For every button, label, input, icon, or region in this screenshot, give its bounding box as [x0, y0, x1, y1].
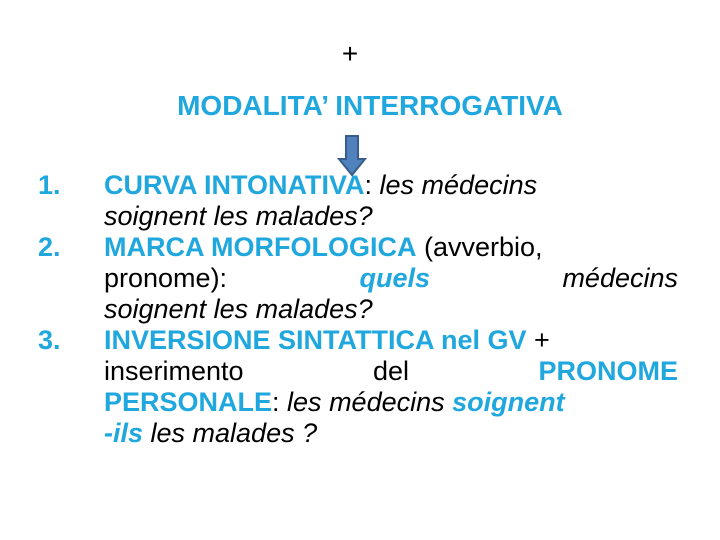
item-word: del: [373, 356, 410, 386]
item-line: [104, 232, 678, 263]
plus-sign: +: [341, 38, 359, 69]
example-text: soignent les malades?: [104, 294, 373, 324]
example-text: les médecins: [287, 387, 445, 417]
item-word: pronome):: [104, 263, 228, 293]
item-word-quels: quels: [359, 263, 431, 293]
item-line: [104, 170, 678, 201]
list-item: [38, 232, 678, 325]
slide-title: MODALITA’ INTERROGATIVA: [177, 90, 563, 121]
item-text: [104, 325, 678, 449]
example-verb: soignent: [452, 387, 565, 417]
item-line: [104, 356, 678, 387]
item-line: [104, 325, 678, 356]
item-text: [104, 232, 678, 325]
item-line: [104, 418, 678, 449]
list-item: [38, 325, 678, 449]
item-text: [104, 170, 678, 232]
example-text: soignent les malades?: [104, 201, 373, 231]
list-item: [38, 170, 678, 232]
example-text: les malades ?: [143, 418, 318, 448]
item-lead: INVERSIONE SINTATTICA nel GV: [104, 325, 527, 355]
item-word: inserimento: [104, 356, 244, 386]
item-line: [104, 263, 678, 294]
item-colon: :: [364, 170, 380, 200]
item-colon: :: [272, 387, 288, 417]
item-word: PRONOME: [538, 356, 678, 386]
item-word: médecins: [562, 263, 678, 293]
item-lead: MARCA MORFOLOGICA: [104, 232, 417, 262]
item-number: 1.: [38, 170, 61, 200]
item-paren: (avverbio,: [416, 232, 543, 262]
item-line: [104, 387, 678, 418]
item-number: 2.: [38, 232, 61, 262]
modality-list: [38, 170, 678, 449]
example-pronoun: -ils: [104, 418, 144, 448]
item-word: PERSONALE: [104, 387, 273, 417]
item-plus: +: [526, 325, 550, 355]
item-lead: CURVA INTONATIVA: [104, 170, 365, 200]
example-text: les médecins: [379, 170, 538, 200]
item-number: 3.: [38, 325, 61, 355]
